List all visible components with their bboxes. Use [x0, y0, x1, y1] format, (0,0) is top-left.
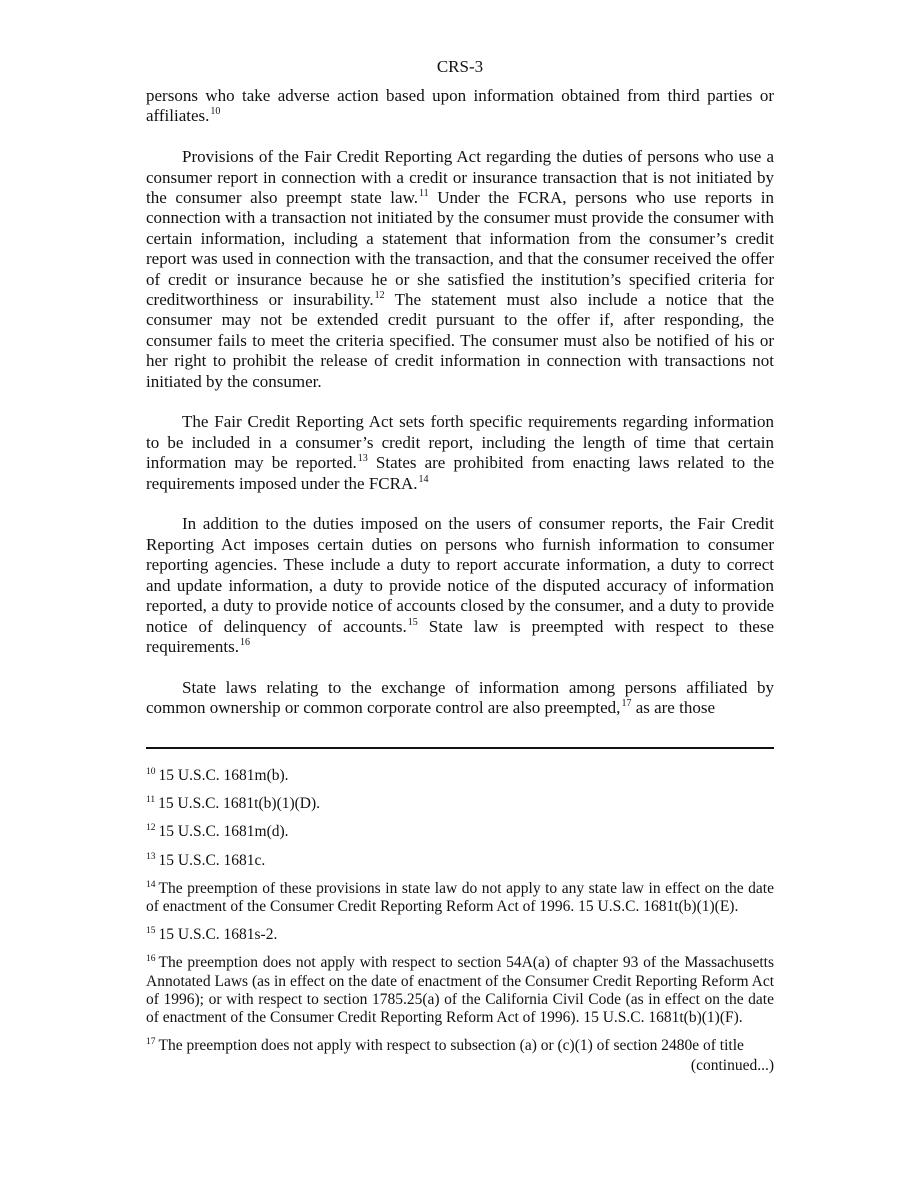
paragraph-text: Provisions of the Fair Credit Reporting Act regarding the duties of persons who use a consumer report in connection with a credit or insurance transaction that is not initiated by the consumer also preempt state law. — [146, 147, 774, 208]
paragraph-text: persons who take adverse action based upon information obtained from third parties or affiliates. — [146, 86, 774, 126]
footnote — [146, 767, 774, 785]
footnote-reference: 16 — [240, 636, 250, 648]
footnote-reference: 15 — [407, 616, 418, 628]
footnote-reference: 13 — [357, 453, 368, 465]
footnote-number: 15 — [146, 926, 156, 937]
footnote — [146, 954, 774, 1027]
footnote-number: 17 — [146, 1037, 156, 1048]
footnote — [146, 852, 774, 870]
footnote-text: 15 U.S.C. 1681m(b). — [158, 767, 289, 784]
footnote-reference: 17 — [621, 698, 632, 710]
body-paragraph — [146, 147, 774, 392]
body-paragraph — [146, 678, 774, 719]
paragraph-text: The statement must also include a notice that the consumer may not be extended credit pursuant to the offer if, after responding, the consumer fails to meet the criteria specified. The consumer must also be notified of his or her right to prohibit the release of credit information in connection with transactions not initiated by the consumer. — [146, 290, 775, 391]
document-page — [146, 0, 775, 1075]
continued-marker: (continued...) — [690, 1057, 774, 1075]
paragraph-text: State laws relating to the exchange of information among persons affiliated by common ownership or common corporate control are also preempted, — [146, 677, 774, 718]
paragraph-text: In addition to the duties imposed on the users of consumer reports, the Fair Credit Reporting Act imposes certain duties on persons who furnish information to consumer reporting agencies. These include a duty to report accurate information, a duty to correct and update information, a duty to provide notice of the disputed accuracy of information reported, a duty to provide notice of accounts closed by the consumer, and a duty to provide notice of delinquency of accounts. — [146, 514, 774, 636]
footnote-text: The preemption does not apply with respect to section 54A(a) of chapter 93 of the Massachusetts Annotated Laws (as in effect on the date of enactment of the Consumer Credit Reporting Reform Act of 1996); or with respect to section 1785.25(a) of the California Civil Code (as in effect on the date of enactment of the Consumer Credit Reporting Reform Act of 1996). 15 U.S.C. 1681t(b)(1)(F). — [146, 954, 774, 1027]
footnote-number: 12 — [146, 823, 156, 834]
paragraph-text: as are those — [631, 698, 715, 718]
footnote-number: 13 — [146, 851, 156, 862]
footnote-reference: 11 — [419, 188, 429, 200]
footnote-text: 15 U.S.C. 1681t(b)(1)(D). — [158, 795, 321, 813]
footnote-text: The preemption of these provisions in state law do not apply to any state law in effect on the date of enactment of the Consumer Credit Reporting Reform Act of 1996. 15 U.S.C. 1681t(b)(1)(E). — [146, 879, 774, 916]
body-paragraph — [146, 86, 774, 127]
footnote-number: 14 — [146, 879, 156, 890]
body-paragraph — [146, 412, 774, 494]
footnote-divider — [146, 747, 774, 749]
footnote — [146, 880, 774, 916]
footnote — [146, 795, 774, 813]
paragraph-text: Under the FCRA, persons who use reports in connection with a transaction not initiated by the consumer must provide the consumer with certain information, including a statement that information from the consumer’s credit report was used in connection with the transaction, and that the consumer received the offer of credit or insurance because he or she satisfied the institution’s specified criteria for creditworthiness or insurability. — [146, 188, 774, 310]
paragraph-text: States are prohibited from enacting laws related to the requirements imposed under the FCRA. — [146, 453, 774, 493]
footnote — [146, 926, 774, 944]
paragraph-text: The Fair Credit Reporting Act sets forth specific requirements regarding information to be included in a consumer’s credit report, including the length of time that certain information may be reported. — [146, 412, 774, 473]
footnote-text: 15 U.S.C. 1681m(d). — [158, 823, 289, 841]
footnote-number: 10 — [146, 767, 156, 777]
paragraph-text: State law is preempted with respect to these requirements. — [146, 616, 774, 656]
footnote-reference: 10 — [210, 106, 221, 118]
footnote-number: 11 — [146, 795, 156, 806]
footnote-text: The preemption does not apply with respect to subsection (a) or (c)(1) of section 2480e of title — [158, 1037, 744, 1055]
footnote-reference: 12 — [374, 290, 385, 302]
footnote — [146, 1037, 774, 1055]
body-paragraph — [146, 514, 774, 657]
footnote-number: 16 — [146, 954, 156, 965]
footnote — [146, 823, 774, 841]
footnote-text: 15 U.S.C. 1681c. — [158, 851, 266, 869]
footnote-reference: 14 — [418, 473, 429, 485]
footnote-text: 15 U.S.C. 1681s-2. — [158, 926, 278, 944]
footnotes-section — [146, 767, 774, 1076]
page-header: CRS-3 — [436, 57, 484, 76]
